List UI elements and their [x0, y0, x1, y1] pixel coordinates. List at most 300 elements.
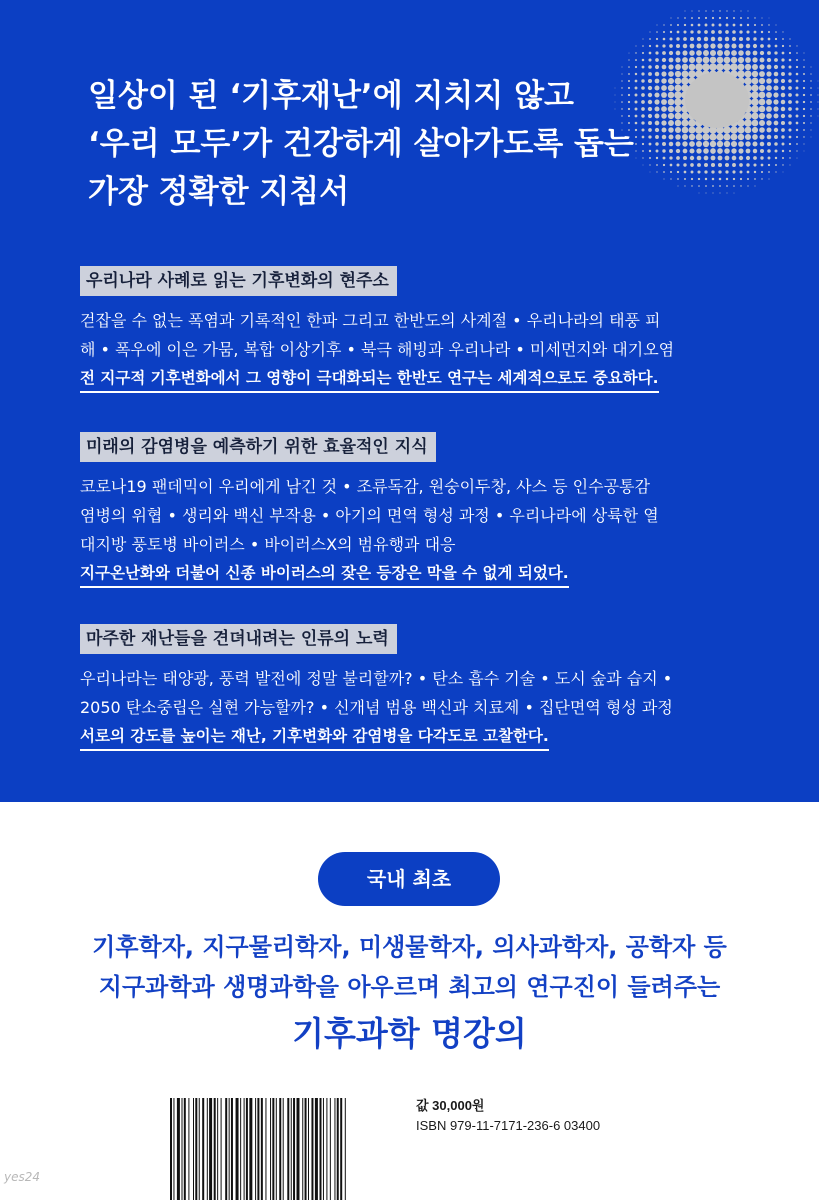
halftone-dot	[775, 171, 776, 172]
halftone-dot	[738, 141, 744, 147]
halftone-dot	[810, 115, 811, 116]
barcode-bar	[337, 1098, 339, 1200]
halftone-dot	[718, 30, 722, 34]
halftone-dot	[691, 185, 692, 186]
halftone-dot	[746, 30, 749, 33]
barcode-bar	[340, 1098, 342, 1200]
halftone-dot	[753, 37, 756, 40]
headline-line-1: 일상이 된 ‘기후재난’에 지치지 않고	[88, 78, 574, 114]
halftone-dot	[635, 59, 637, 61]
barcode-bar	[184, 1098, 186, 1200]
halftone-dot	[751, 105, 759, 113]
halftone-dot	[704, 170, 707, 173]
halftone-dot	[752, 57, 757, 62]
halftone-dot	[781, 65, 785, 69]
halftone-dot	[717, 148, 723, 154]
halftone-dot	[744, 70, 751, 77]
barcode-bar	[231, 1098, 233, 1200]
halftone-dot	[696, 134, 703, 141]
section-body-line: 해 • 폭우에 이은 가뭄, 복합 이상기후 • 북극 해빙과 우리나라 • 미세먼지와 대기오염	[80, 340, 675, 359]
halftone-dot	[642, 66, 645, 69]
halftone-dot	[691, 171, 694, 174]
halftone-dot	[803, 108, 805, 110]
halftone-dot	[789, 52, 791, 54]
halftone-dot	[781, 72, 785, 76]
barcode-bar	[214, 1098, 216, 1200]
halftone-dot	[774, 121, 779, 126]
halftone-dot	[788, 107, 792, 111]
halftone-dot	[774, 58, 778, 62]
halftone-dot	[781, 79, 785, 83]
halftone-dot	[702, 126, 710, 134]
halftone-dot	[709, 63, 717, 71]
halftone-dot	[696, 57, 703, 64]
halftone-dot	[760, 156, 763, 159]
headline	[88, 72, 688, 216]
halftone-dot	[677, 17, 678, 18]
halftone-dot	[737, 126, 744, 133]
barcode-bar	[177, 1098, 180, 1200]
halftone-dot	[795, 107, 798, 110]
halftone-dot	[818, 116, 819, 117]
halftone-dot	[760, 142, 765, 147]
barcode-bar	[257, 1098, 259, 1200]
halftone-dot	[688, 70, 696, 78]
halftone-dot	[747, 17, 749, 19]
halftone-dot	[788, 121, 791, 124]
section-body	[80, 306, 740, 364]
halftone-dot	[788, 86, 792, 90]
halftone-dot	[766, 99, 772, 105]
barcode-bar	[265, 1098, 266, 1200]
halftone-dot	[732, 170, 735, 173]
section-human-efforts	[80, 624, 740, 751]
halftone-dot	[740, 178, 742, 180]
halftone-dot	[705, 10, 706, 11]
halftone-dot	[818, 102, 819, 103]
halftone-dot	[774, 114, 779, 119]
halftone-dot	[745, 57, 751, 63]
halftone-dot	[663, 24, 664, 25]
section-body-line: 걷잡을 수 없는 폭염과 기록적인 한파 그리고 한반도의 사계절 • 우리나라의 태풍 피	[80, 311, 661, 330]
halftone-dot	[788, 100, 792, 104]
barcode-bar	[261, 1098, 263, 1200]
halftone-dot	[775, 157, 777, 159]
halftone-dot	[710, 141, 716, 147]
halftone-dot	[726, 178, 728, 180]
halftone-dot	[760, 44, 764, 48]
section-title: 미래의 감염병을 예측하기 위한 효율적인 지식	[80, 432, 436, 462]
halftone-dot	[684, 24, 686, 26]
barcode-bar	[170, 1098, 172, 1200]
halftone-dot	[803, 136, 804, 137]
halftone-dot	[710, 148, 716, 154]
halftone-dot	[803, 129, 805, 131]
halftone-dot	[711, 37, 716, 42]
halftone-dot	[730, 126, 738, 134]
halftone-dot	[676, 44, 680, 48]
halftone-dot	[669, 44, 673, 48]
halftone-dot	[788, 79, 792, 83]
halftone-dot	[789, 38, 790, 39]
halftone-dot	[719, 10, 720, 11]
blurb-line-2: 지구과학과 생명과학을 아우르며 최고의 연구진이 들려주는	[98, 973, 721, 1001]
halftone-dot	[649, 38, 651, 40]
halftone-dot	[622, 67, 623, 68]
halftone-dot	[697, 30, 701, 34]
halftone-dot	[752, 64, 758, 70]
halftone-dot	[752, 134, 758, 140]
halftone-dot	[795, 100, 798, 103]
halftone-dot	[710, 43, 715, 48]
halftone-dot	[810, 101, 812, 103]
halftone-dot	[711, 170, 714, 173]
halftone-dot	[746, 163, 749, 166]
halftone-dot	[753, 156, 757, 160]
halftone-dot	[752, 127, 758, 133]
halftone-dot	[796, 59, 798, 61]
halftone-dot	[688, 126, 695, 133]
halftone-dot	[747, 171, 750, 174]
halftone-dot	[628, 59, 629, 60]
halftone-dot	[789, 66, 792, 69]
halftone-dot	[731, 50, 737, 56]
halftone-dot	[704, 163, 708, 167]
halftone-dot	[739, 30, 742, 33]
halftone-dot	[726, 10, 727, 11]
barcode-bar	[188, 1098, 189, 1200]
barcode-bar	[283, 1098, 284, 1200]
price-block	[416, 1096, 600, 1136]
halftone-dot	[774, 128, 778, 132]
section-climate	[80, 266, 740, 393]
halftone-dot	[759, 106, 766, 113]
halftone-dot	[662, 44, 665, 47]
barcode-bar	[291, 1098, 292, 1200]
barcode-bar	[209, 1098, 212, 1200]
halftone-dot	[775, 38, 777, 40]
halftone-dot	[642, 52, 644, 54]
halftone-dot	[696, 43, 701, 48]
section-body-line: 염병의 위협 • 생리와 백신 부작용 • 아기의 면역 형성 과정 • 우리나라에 상륙한 열	[80, 506, 659, 525]
section-emphasis: 전 지구적 기후변화에서 그 영향이 극대화되는 한반도 연구는 세계적으로도 중요하다.	[80, 366, 659, 393]
halftone-dot	[759, 134, 764, 139]
halftone-dot	[781, 100, 786, 105]
halftone-dot	[731, 141, 737, 147]
halftone-dot	[810, 122, 811, 123]
halftone-dot	[642, 45, 644, 47]
halftone-dot	[782, 157, 784, 159]
barcode-bar	[229, 1098, 230, 1200]
section-body-line: 우리나라는 태양광, 풍력 발전에 정말 불리할까? • 탄소 흡수 기술 • 도시 숲과 습지 •	[80, 669, 673, 688]
halftone-dot	[684, 17, 686, 19]
barcode-bar	[240, 1098, 241, 1200]
halftone-dot	[675, 57, 680, 62]
halftone-dot	[745, 50, 750, 55]
isbn-label: ISBN 979-11-7171-236-6 03400	[416, 1118, 601, 1133]
halftone-dot	[683, 30, 686, 33]
halftone-dot	[754, 178, 756, 180]
halftone-dot	[740, 10, 741, 11]
halftone-dot	[773, 99, 778, 104]
barcode-bar	[182, 1098, 183, 1200]
halftone-dot	[698, 178, 700, 180]
halftone-dot	[803, 66, 805, 68]
halftone-dot	[796, 122, 799, 125]
halftone-dot	[739, 156, 743, 160]
halftone-dot	[705, 178, 707, 180]
barcode-bar	[315, 1098, 318, 1200]
halftone-dot	[746, 44, 751, 49]
halftone-dot	[677, 31, 680, 34]
halftone-dot	[696, 141, 702, 147]
halftone-dot	[740, 171, 743, 174]
halftone-dot	[766, 127, 771, 132]
halftone-dot	[752, 78, 759, 85]
section-body-line: 대지방 풍토병 바이러스 • 바이러스X의 범유행과 대응	[80, 535, 456, 554]
barcode-bar	[279, 1098, 281, 1200]
halftone-dot	[695, 126, 703, 134]
halftone-dot	[711, 156, 716, 161]
halftone-dot	[688, 119, 696, 127]
barcode-bar	[323, 1098, 324, 1200]
halftone-dot	[788, 128, 791, 131]
halftone-dot	[788, 93, 792, 97]
halftone-dot	[663, 38, 666, 41]
halftone-dot	[689, 57, 695, 63]
halftone-dot	[723, 126, 731, 134]
halftone-dot	[690, 44, 695, 49]
barcode-bar	[334, 1098, 335, 1200]
halftone-dot	[795, 93, 798, 96]
halftone-dot	[796, 143, 798, 145]
halftone-dot	[648, 58, 651, 61]
halftone-dot	[796, 52, 798, 54]
halftone-dot	[775, 164, 777, 166]
halftone-dot	[752, 120, 759, 127]
halftone-dot	[767, 51, 771, 55]
halftone-dot	[695, 63, 703, 71]
halftone-dot	[649, 45, 651, 47]
halftone-dot	[704, 156, 709, 161]
halftone-dot	[783, 172, 784, 173]
halftone-dot	[737, 70, 745, 78]
halftone-dot	[796, 73, 799, 76]
halftone-dot	[716, 63, 724, 71]
halftone-dot	[685, 11, 686, 12]
halftone-dot	[790, 165, 791, 166]
halftone-dot	[732, 156, 737, 161]
price-label: 값 30,000원	[416, 1098, 485, 1113]
halftone-dot	[656, 45, 659, 48]
halftone-dot	[774, 135, 778, 139]
halftone-dot	[731, 148, 736, 153]
halftone-dot	[796, 45, 797, 46]
halftone-dot	[655, 51, 658, 54]
halftone-dot	[629, 53, 630, 54]
halftone-dot	[712, 24, 715, 27]
halftone-dot	[775, 45, 778, 48]
halftone-dot	[682, 57, 688, 63]
halftone-dot	[738, 57, 744, 63]
halftone-dot	[746, 156, 750, 160]
barcode-bar	[326, 1098, 327, 1200]
halftone-dot	[775, 31, 777, 33]
halftone-dot	[690, 30, 693, 33]
halftone-dot	[698, 17, 700, 19]
halftone-dot	[796, 150, 797, 151]
halftone-dot	[789, 136, 792, 139]
halftone-dot	[738, 148, 743, 153]
barcode-bar	[193, 1098, 194, 1200]
halftone-dot	[669, 58, 674, 63]
halftone-dot	[753, 163, 756, 166]
halftone-dot	[818, 109, 819, 110]
halftone-dot	[774, 72, 779, 77]
halftone-dot	[683, 44, 687, 48]
halftone-dot	[662, 58, 666, 62]
halftone-dot	[724, 43, 729, 48]
halftone-dot	[732, 30, 736, 34]
halftone-dot	[788, 114, 792, 118]
halftone-dot	[655, 65, 659, 69]
halftone-dot	[767, 149, 771, 153]
halftone-dot	[766, 92, 772, 98]
barcode-bar	[272, 1098, 274, 1200]
halftone-dot	[662, 65, 667, 70]
halftone-dot	[782, 31, 783, 32]
halftone-dot	[718, 170, 721, 173]
halftone-dot	[789, 143, 791, 145]
halftone-dot	[648, 65, 652, 69]
halftone-dot	[726, 185, 728, 187]
halftone-dot	[704, 30, 708, 34]
headline-line-3: 가장 정확한 지침서	[88, 174, 350, 210]
section-body-line: 2050 탄소중립은 실현 가능할까? • 신개념 범용 백신과 치료제 • 집단면역 형성 과정	[80, 698, 673, 717]
halftone-dot	[691, 10, 692, 11]
barcode-bar	[207, 1098, 208, 1200]
section-body	[80, 664, 740, 722]
halftone-dot	[710, 50, 716, 56]
halftone-dot	[734, 193, 735, 194]
halftone-dot	[766, 120, 771, 125]
halftone-dot	[796, 66, 798, 68]
barcode-bar	[308, 1098, 309, 1200]
halftone-dot	[745, 141, 750, 146]
halftone-dot	[761, 178, 762, 179]
halftone-dot	[774, 149, 777, 152]
halftone-dot	[781, 135, 784, 138]
halftone-dot	[697, 156, 702, 161]
halftone-dot	[724, 148, 730, 154]
halftone-dot	[803, 143, 804, 144]
barcode-bar	[305, 1098, 307, 1200]
halftone-dot	[711, 30, 715, 34]
halftone-dot	[698, 185, 700, 187]
barcode-bar	[202, 1098, 204, 1200]
halftone-dot	[781, 114, 785, 118]
halftone-dot	[712, 178, 715, 181]
halftone-dot	[725, 163, 729, 167]
halftone-dot	[709, 133, 716, 140]
halftone-dot	[769, 18, 770, 19]
halftone-dot	[718, 156, 723, 161]
halftone-dot	[796, 136, 798, 138]
halftone-dot	[767, 65, 772, 70]
halftone-dot	[649, 52, 652, 55]
halftone-dot	[656, 31, 658, 33]
halftone-dot	[759, 71, 765, 77]
halftone-dot	[774, 51, 777, 54]
halftone-dot	[768, 38, 771, 41]
halftone-dot	[803, 115, 805, 117]
halftone-dot	[789, 157, 790, 158]
halftone-dot	[669, 37, 672, 40]
section-title: 우리나라 사례로 읽는 기후변화의 현주소	[80, 266, 397, 296]
barcode-bar	[244, 1098, 245, 1200]
halftone-dot	[703, 57, 710, 64]
isbn-barcode	[168, 1098, 398, 1200]
halftone-dot	[727, 193, 728, 194]
halftone-dot	[628, 66, 630, 68]
halftone-dot	[738, 50, 744, 56]
barcode-bar	[246, 1098, 248, 1200]
halftone-dot	[705, 17, 707, 19]
halftone-dot	[803, 73, 805, 75]
halftone-dot	[719, 17, 721, 19]
halftone-dot	[723, 63, 731, 71]
halftone-dot	[759, 127, 765, 133]
halftone-dot	[697, 37, 701, 41]
halftone-dot	[766, 71, 771, 76]
halftone-dot	[760, 58, 765, 63]
section-emphasis: 지구온난화와 더불어 신종 바이러스의 잦은 등장은 막을 수 없게 되었다.	[80, 561, 569, 588]
halftone-dot	[740, 24, 743, 27]
halftone-dot	[752, 141, 757, 146]
halftone-dot	[747, 185, 748, 186]
halftone-dot	[810, 108, 812, 110]
halftone-dot	[724, 141, 730, 147]
barcode-bar	[293, 1098, 295, 1200]
halftone-dot	[773, 106, 778, 111]
halftone-dot	[717, 141, 723, 147]
halftone-dot	[760, 51, 764, 55]
halftone-dot	[670, 31, 672, 33]
halftone-dot	[744, 112, 752, 120]
halftone-dot	[718, 163, 722, 167]
halftone-dot	[782, 143, 785, 146]
halftone-dot	[766, 106, 772, 112]
halftone-dot	[751, 91, 759, 99]
halftone-dot	[761, 17, 762, 18]
barcode-bar	[217, 1098, 218, 1200]
halftone-dot	[744, 77, 752, 85]
halftone-dot	[781, 58, 784, 61]
halftone-dot	[675, 64, 681, 70]
halftone-dot	[731, 134, 738, 141]
halftone-dot	[677, 24, 679, 26]
halftone-dot	[746, 37, 750, 41]
halftone-dot	[691, 24, 694, 27]
halftone-dot	[705, 185, 707, 187]
halftone-dot	[733, 10, 734, 11]
halftone-dot	[754, 24, 756, 26]
barcode-bar	[195, 1098, 197, 1200]
halftone-dot	[760, 37, 763, 40]
halftone-dot	[753, 51, 758, 56]
halftone-dot	[803, 122, 805, 124]
halftone-dot	[657, 25, 658, 26]
